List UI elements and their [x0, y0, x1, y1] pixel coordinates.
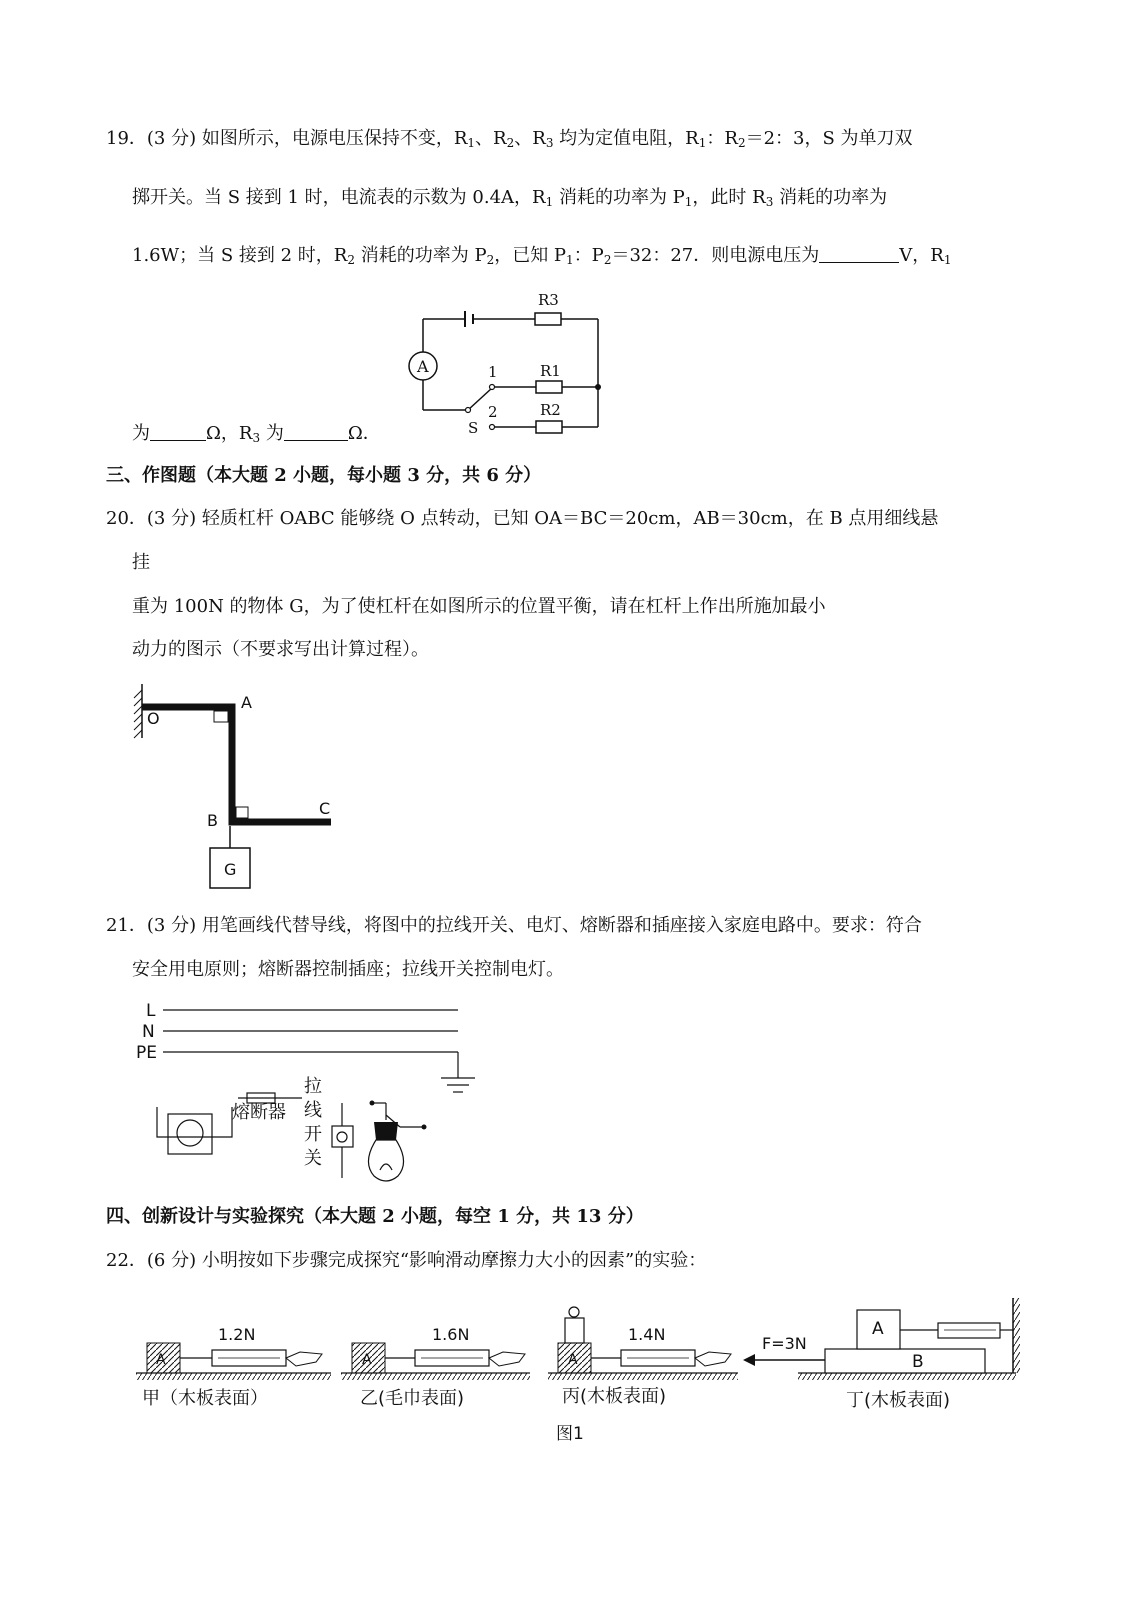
- fuse-label: 熔断器: [232, 1102, 286, 1123]
- q19-line-1: 19．(3 分) 如图所示，电源电压保持不变，$R_1$、$R_2$、$R_3$ 均为定值电阻，$R_1$：$R_2=2$：3，S 为单刀双: [106, 128, 913, 150]
- r1-label: R1: [540, 362, 561, 380]
- setup-bing: [548, 1307, 738, 1380]
- setup-jia: [136, 1325, 331, 1380]
- q21-line-1: 21．(3 分) 用笔画线代替导线，将图中的拉线开关、电灯、熔断器和插座接入家庭电路中。要求：符合: [106, 915, 922, 936]
- setup-yi: [341, 1325, 530, 1380]
- ding-board-b-label: B: [912, 1352, 924, 1372]
- q19-line-2: 掷开关。当 S 接到 1 时，电流表的示数为 0.4A，$R_1$ 消耗的功率为 $P_1$，此时 $R_3$ 消耗的功率为: [132, 187, 888, 209]
- ding-spring-scale: [938, 1323, 1000, 1338]
- bing-reading: 1.4N: [628, 1325, 666, 1344]
- q21-line-2: 安全用电原则；熔断器控制插座；拉线开关控制电灯。: [132, 959, 564, 980]
- q19-line-4: 为 Ω，$R_3$ 为 Ω．: [132, 423, 381, 445]
- figure-1-label: 图1: [556, 1424, 584, 1444]
- wire-pe-label: PE: [136, 1043, 157, 1063]
- weight-g-label: G: [224, 860, 237, 879]
- pull-switch-label-3: 开: [304, 1124, 322, 1145]
- force-arrow: [743, 1354, 755, 1366]
- q20-line-4: 动力的图示（不要求写出计算过程）。: [132, 639, 429, 660]
- terminal-2-label: 2: [488, 403, 498, 421]
- wire-n-label: N: [142, 1022, 155, 1042]
- terminal-1-label: 1: [488, 363, 498, 381]
- yi-block-label: A: [362, 1352, 372, 1368]
- bing-weight: [565, 1318, 584, 1343]
- pull-switch-label-4: 关: [304, 1148, 322, 1169]
- q20-line-2: 挂: [132, 552, 150, 573]
- q19-line-3: 1.6W；当 S 接到 2 时，$R_2$ 消耗的功率为 $P_2$，已知 $P_1$：$P_2=32$：27．则电源电压为 V，$R_1$: [132, 245, 952, 267]
- jia-block-label: A: [156, 1352, 166, 1368]
- yi-caption: 乙(毛巾表面): [360, 1388, 465, 1409]
- jia-reading: 1.2N: [218, 1325, 256, 1344]
- ding-caption: 丁(木板表面): [846, 1390, 951, 1411]
- section-4-title: 四、创新设计与实验探究（本大题 2 小题，每空 1 分，共 13 分）: [106, 1206, 644, 1227]
- point-c-label: C: [319, 799, 331, 818]
- q20-line-3: 重为 100N 的物体 G，为了使杠杆在如图所示的位置平衡，请在杠杆上作出所施加最小: [132, 596, 826, 617]
- pull-switch-label-2: 线: [304, 1100, 322, 1121]
- r3-label: R3: [538, 291, 559, 309]
- pull-switch-label-1: 拉: [304, 1076, 322, 1097]
- point-o-label: O: [147, 709, 160, 728]
- ding-board-b: [825, 1349, 985, 1373]
- ding-block-a-label: A: [872, 1319, 884, 1339]
- point-b-label: B: [207, 811, 218, 830]
- r2-label: R2: [540, 401, 561, 419]
- bing-caption: 丙(木板表面): [562, 1386, 667, 1407]
- jia-caption: 甲（木板表面）: [142, 1388, 268, 1409]
- bing-block-label: A: [568, 1352, 578, 1368]
- ammeter-label: A: [417, 357, 429, 376]
- q20-line-1: 20．(3 分) 轻质杠杆 OABC 能够绕 O 点转动，已知 OA＝BC＝20cm，AB＝30cm，在 B 点用细线悬: [106, 508, 939, 529]
- ding-force-label: F=3N: [762, 1334, 807, 1353]
- yi-reading: 1.6N: [432, 1325, 470, 1344]
- section-3-title: 三、作图题（本大题 2 小题，每小题 3 分，共 6 分）: [106, 465, 542, 486]
- point-a-label: A: [241, 693, 252, 712]
- wire-l-label: L: [146, 1001, 156, 1021]
- q22-line-1: 22．(6 分) 小明按如下步骤完成探究“影响滑动摩擦力大小的因素”的实验：: [106, 1250, 707, 1271]
- switch-label: S: [468, 419, 479, 437]
- setup-ding: [743, 1298, 1020, 1380]
